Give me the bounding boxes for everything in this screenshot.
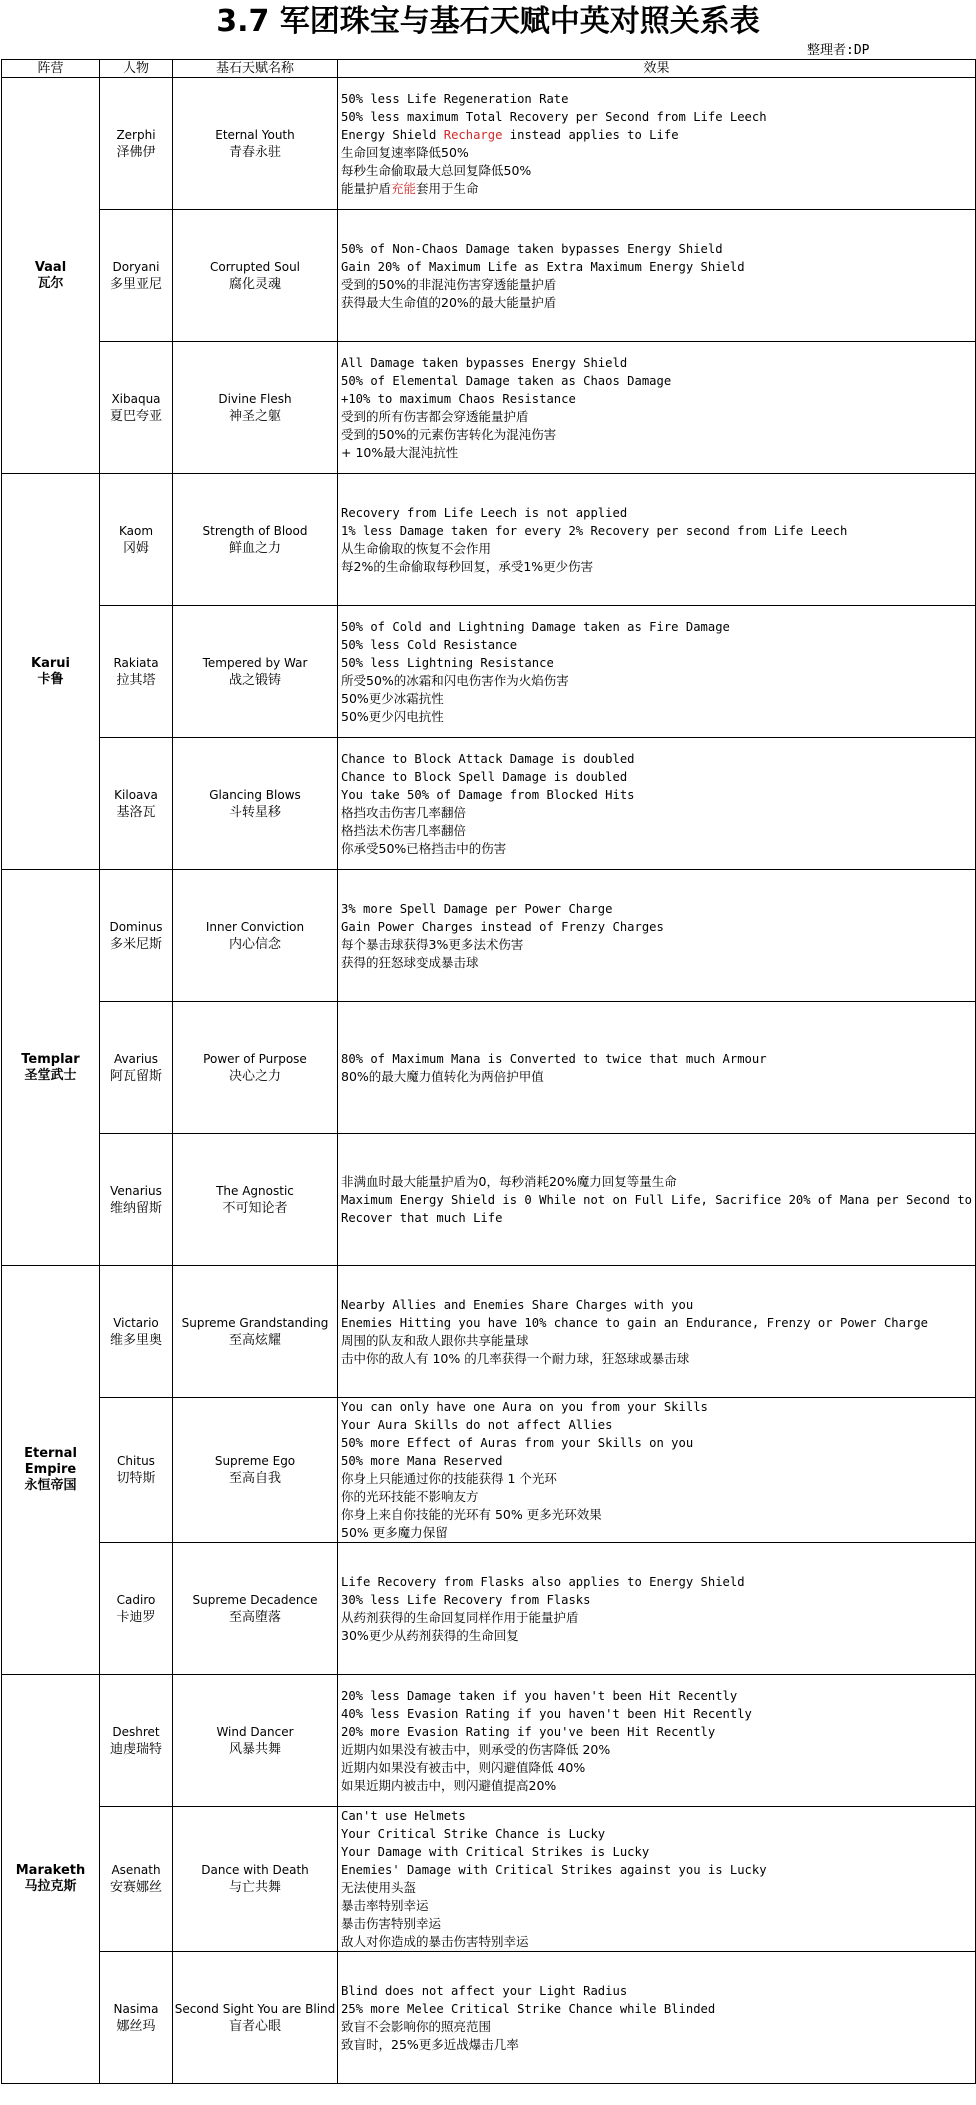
- talent-name-zh: 至高炫耀: [228, 1332, 281, 1348]
- character-cell: [100, 870, 173, 1002]
- effect-cell: [338, 1134, 976, 1266]
- effect-line: You can only have one Aura on you from your Skills: [341, 1400, 708, 1414]
- character-name-zh: 多里亚尼: [109, 276, 162, 292]
- talent-name-en: Dance with Death: [201, 1863, 309, 1877]
- effect-line: 80%的最大魔力值转化为两倍护甲值: [341, 1068, 544, 1084]
- character-cell: [100, 210, 173, 342]
- effect-line: 获得的狂怒球变成暴击球: [341, 954, 479, 970]
- talent-cell: [173, 870, 338, 1002]
- table-row: [2, 210, 976, 342]
- header-character: 人物: [100, 60, 173, 78]
- talent-name-en: Eternal Youth: [215, 127, 295, 142]
- character-name-zh: 多米尼斯: [109, 936, 162, 952]
- effect-line: Your Critical Strike Chance is Lucky: [341, 1827, 606, 1841]
- character-cell: [100, 1807, 173, 1952]
- character-name-zh: 安赛娜丝: [109, 1880, 162, 1895]
- talent-cell: [173, 78, 338, 210]
- effect-line: [341, 126, 975, 144]
- effect-cell: [338, 1675, 976, 1807]
- organizer-credit: 整理者:DP: [807, 43, 870, 58]
- character-name-en: Rakiata: [113, 655, 159, 670]
- character-name-en: Xibaqua: [111, 391, 161, 406]
- talent-name-zh: 腐化灵魂: [228, 276, 281, 292]
- effect-cell: [338, 606, 976, 738]
- character-name-en: Dominus: [109, 919, 163, 934]
- effect-line: 50%更少闪电抗性: [341, 708, 444, 724]
- effect-line: 20% more Evasion Rating if you've been Hit Recently: [341, 1724, 716, 1739]
- talent-name-en: Strength of Blood: [202, 523, 308, 538]
- character-name-zh: 娜丝玛: [116, 2018, 156, 2034]
- effect-line: 80% of Maximum Mana is Converted to twice that much Armour: [341, 1051, 767, 1066]
- effect-line: 致盲不会影响你的照亮范围: [341, 2018, 492, 2034]
- character-name-en: Avarius: [113, 1051, 159, 1066]
- effect-line: 40% less Evasion Rating if you haven't been Hit Recently: [341, 1706, 752, 1721]
- character-cell: [100, 1002, 173, 1134]
- character-name-en: Victario: [113, 1315, 159, 1330]
- character-name-en: Zerphi: [116, 127, 156, 142]
- table-row: [2, 870, 976, 1002]
- effect-line: 50% more Mana Reserved: [341, 1454, 503, 1468]
- effect-cell: [338, 1266, 976, 1398]
- highlighted-term: Recharge: [443, 127, 503, 142]
- faction-name-zh: 瓦尔: [37, 275, 64, 291]
- effect-line: +10% to maximum Chaos Resistance: [341, 391, 576, 406]
- talent-name-en: Supreme Ego: [214, 1454, 296, 1468]
- effect-line: 击中你的敌人有 10% 的几率获得一个耐力球，狂怒球或暴击球: [341, 1350, 690, 1366]
- character-cell: [100, 1675, 173, 1807]
- effect-line: Can't use Helmets: [341, 1809, 466, 1823]
- effect-line: 你身上只能通过你的技能获得 1 个光环: [341, 1471, 557, 1486]
- table-row: [2, 1543, 976, 1675]
- talent-name-en: Corrupted Soul: [209, 259, 301, 274]
- effect-line: + 10%最大混沌抗性: [341, 444, 459, 460]
- effect-line: 近期内如果没有被击中，则闪避值降低 40%: [341, 1759, 586, 1775]
- effect-line: Chance to Block Attack Damage is doubled: [341, 751, 635, 766]
- effect-line: Recovery from Life Leech is not applied: [341, 505, 628, 520]
- talent-name-en: Supreme Decadence: [192, 1592, 318, 1607]
- faction-name-en: Eternal Empire: [24, 1446, 77, 1477]
- table-row: [2, 1675, 976, 1807]
- talent-name-en: Glancing Blows: [209, 787, 301, 802]
- table-row: [2, 1807, 976, 1952]
- effect-line: Nearby Allies and Enemies Share Charges with you: [341, 1297, 694, 1312]
- table-row: [2, 1266, 976, 1398]
- effect-line: Enemies' Damage with Critical Strikes against you is Lucky: [341, 1863, 767, 1877]
- character-cell: [100, 1952, 173, 2084]
- effect-line: Gain Power Charges instead of Frenzy Charges: [341, 919, 664, 934]
- header-talent: 基石天赋名称: [173, 60, 338, 78]
- talent-name-en: Inner Conviction: [205, 919, 305, 934]
- talent-cell: [173, 1675, 338, 1807]
- character-name-zh: 拉其塔: [116, 672, 156, 688]
- faction-cell: [2, 870, 100, 1266]
- table-row: [2, 1952, 976, 2084]
- talent-cell: [173, 1952, 338, 2084]
- talent-cell: [173, 474, 338, 606]
- effect-line: 50% less Cold Resistance: [341, 637, 518, 652]
- table-row: [2, 606, 976, 738]
- effect-line: 所受50%的冰霜和闪电伤害作为火焰伤害: [341, 672, 569, 688]
- faction-name-en: Vaal: [34, 259, 67, 275]
- talent-name-zh: 不可知论者: [222, 1200, 288, 1216]
- effect-line: 生命回复速率降低50%: [341, 144, 469, 160]
- talent-name-zh: 青春永驻: [228, 144, 281, 160]
- effect-line: 50% more Effect of Auras from your Skills on you: [341, 1436, 694, 1450]
- effect-cell: [338, 1807, 976, 1952]
- effect-cell: [338, 342, 976, 474]
- faction-cell: [2, 78, 100, 474]
- character-cell: [100, 342, 173, 474]
- talent-name-zh: 至高堕落: [228, 1609, 281, 1625]
- table-row: [2, 342, 976, 474]
- effect-cell: [338, 474, 976, 606]
- effect-line: 无法使用头盔: [341, 1880, 417, 1895]
- effect-line: 敌人对你造成的暴击伤害特别幸运: [341, 1934, 529, 1949]
- character-name-en: Deshret: [112, 1724, 160, 1739]
- talent-cell: [173, 1398, 338, 1543]
- faction-cell: [2, 1266, 100, 1675]
- talent-name-en: Wind Dancer: [216, 1724, 294, 1739]
- effect-line: 如果近期内被击中，则闪避值提高20%: [341, 1777, 557, 1793]
- effect-line: Maximum Energy Shield is 0 While not on Full Life, Sacrifice 20% of Mana per Second to Recover that much Life: [341, 1192, 973, 1225]
- effect-line: 50%更少冰霜抗性: [341, 690, 444, 706]
- effect-line: 从药剂获得的生命回复同样作用于能量护盾: [341, 1609, 579, 1625]
- talent-cell: [173, 1543, 338, 1675]
- talent-cell: [173, 606, 338, 738]
- character-cell: [100, 606, 173, 738]
- character-name-zh: 基洛瓦: [116, 804, 156, 820]
- character-name-zh: 泽佛伊: [116, 144, 156, 160]
- talent-cell: [173, 342, 338, 474]
- table-row: [2, 738, 976, 870]
- effect-text: instead applies to Life: [502, 127, 679, 142]
- effect-line: [341, 180, 975, 198]
- effect-line: 暴击伤害特别幸运: [341, 1916, 442, 1931]
- effect-line: 获得最大生命值的20%的最大能量护盾: [341, 294, 557, 310]
- effect-line: 50% of Non-Chaos Damage taken bypasses Energy Shield: [341, 241, 723, 256]
- effect-line: 致盲时，25%更多近战爆击几率: [341, 2036, 519, 2052]
- character-name-zh: 阿瓦留斯: [109, 1068, 162, 1084]
- effect-line: Enemies Hitting you have 10% chance to gain an Endurance, Frenzy or Power Charge: [341, 1315, 928, 1330]
- effect-line: 你的光环技能不影响友方: [341, 1489, 479, 1504]
- character-cell: [100, 1398, 173, 1543]
- page-title: 3.7 军团珠宝与基石天赋中英对照关系表: [216, 4, 760, 39]
- character-name-en: Kiloava: [114, 787, 158, 802]
- effect-cell: [338, 1543, 976, 1675]
- table-row: [2, 78, 976, 210]
- character-cell: [100, 474, 173, 606]
- faction-name-zh: 永恒帝国: [24, 1478, 77, 1493]
- talent-name-zh: 斗转星移: [228, 804, 281, 820]
- table-row: [2, 1134, 976, 1266]
- effect-line: 从生命偷取的恢复不会作用: [341, 540, 492, 556]
- effect-line: 格挡攻击伤害几率翻倍: [341, 804, 467, 820]
- effect-line: All Damage taken bypasses Energy Shield: [341, 355, 628, 370]
- talent-name-en: Second Sight You are Blind: [174, 2001, 336, 2016]
- effect-cell: [338, 1002, 976, 1134]
- talent-cell: [173, 210, 338, 342]
- character-cell: [100, 1543, 173, 1675]
- character-name-en: Chitus: [117, 1454, 155, 1468]
- talent-name-en: The Agnostic: [216, 1183, 294, 1198]
- effect-line: Gain 20% of Maximum Life as Extra Maximum Energy Shield: [341, 259, 745, 274]
- character-name-en: Cadiro: [116, 1592, 156, 1607]
- talent-name-zh: 与亡共舞: [228, 1880, 281, 1895]
- character-name-zh: 夏巴夸亚: [109, 408, 162, 424]
- character-name-en: Kaom: [118, 523, 154, 538]
- talent-name-zh: 内心信念: [228, 936, 281, 952]
- talent-name-zh: 鲜血之力: [228, 540, 281, 556]
- effect-line: 50% less Lightning Resistance: [341, 655, 554, 670]
- header-effect: 效果: [338, 60, 976, 78]
- table-row: [2, 1398, 976, 1543]
- effect-line: 周围的队友和敌人跟你共享能量球: [341, 1332, 529, 1348]
- effect-line: 30% less Life Recovery from Flasks: [341, 1592, 591, 1607]
- effect-text: 套用于生命: [416, 180, 479, 196]
- effect-line: 25% more Melee Critical Strike Chance while Blinded: [341, 2001, 716, 2016]
- effect-line: 50% of Elemental Damage taken as Chaos Damage: [341, 373, 672, 388]
- effect-line: 每2%的生命偷取每秒回复，承受1%更少伤害: [341, 558, 594, 574]
- effect-line: 你承受50%已格挡击中的伤害: [341, 840, 507, 856]
- effect-line: 受到的50%的非混沌伤害穿透能量护盾: [341, 276, 557, 292]
- effect-cell: [338, 870, 976, 1002]
- effect-cell: [338, 210, 976, 342]
- character-name-zh: 切特斯: [116, 1471, 156, 1486]
- effect-line: 近期内如果没有被击中，则承受的伤害降低 20%: [341, 1741, 611, 1757]
- talent-name-en: Tempered by War: [202, 655, 308, 670]
- faction-cell: [2, 474, 100, 870]
- talent-name-zh: 战之锻铸: [228, 672, 281, 688]
- effect-cell: [338, 738, 976, 870]
- effect-line: 3% more Spell Damage per Power Charge: [341, 901, 613, 916]
- effect-line: 30%更少从药剂获得的生命回复: [341, 1627, 519, 1643]
- talent-cell: [173, 1134, 338, 1266]
- character-name-en: Venarius: [110, 1183, 162, 1198]
- effect-cell: [338, 1952, 976, 2084]
- effect-line: 50% less Life Regeneration Rate: [341, 91, 569, 106]
- effect-line: 你身上来自你技能的光环有 50% 更多光环效果: [341, 1507, 602, 1522]
- effect-cell: [338, 78, 976, 210]
- keystone-table: [1, 59, 976, 2084]
- faction-name-en: Maraketh: [15, 1863, 86, 1878]
- character-name-en: Doryani: [112, 259, 160, 274]
- effect-line: Blind does not affect your Light Radius: [341, 1983, 628, 1998]
- character-cell: [100, 78, 173, 210]
- effect-line: 暴击率特别幸运: [341, 1898, 429, 1913]
- effect-line: Life Recovery from Flasks also applies to Energy Shield: [341, 1574, 745, 1589]
- talent-cell: [173, 1807, 338, 1952]
- talent-name-zh: 神圣之躯: [228, 408, 281, 424]
- effect-line: 每秒生命偷取最大总回复降低50%: [341, 162, 532, 178]
- character-name-zh: 卡迪罗: [116, 1609, 156, 1625]
- table-row: [2, 474, 976, 606]
- effect-line: 1% less Damage taken for every 2% Recovery per second from Life Leech: [341, 523, 848, 538]
- faction-name-en: Templar: [21, 1051, 80, 1067]
- effect-line: 50% less maximum Total Recovery per Second from Life Leech: [341, 109, 767, 124]
- effect-line: Your Damage with Critical Strikes is Lucky: [341, 1845, 650, 1859]
- character-name-en: Nasima: [113, 2001, 159, 2016]
- table-header-row: [2, 60, 976, 78]
- faction-cell: [2, 1675, 100, 2084]
- character-cell: [100, 1266, 173, 1398]
- faction-name-zh: 圣堂武士: [24, 1067, 77, 1083]
- character-name-zh: 维多里奥: [109, 1332, 162, 1348]
- talent-name-en: Power of Purpose: [203, 1051, 307, 1066]
- effect-cell: [338, 1398, 976, 1543]
- effect-line: 20% less Damage taken if you haven't been Hit Recently: [341, 1688, 738, 1703]
- effect-line: 受到的所有伤害都会穿透能量护盾: [341, 408, 529, 424]
- effect-text: Energy Shield: [341, 127, 444, 142]
- effect-text: 能量护盾: [341, 180, 392, 196]
- character-name-en: Asenath: [111, 1863, 161, 1877]
- effect-line: 50% 更多魔力保留: [341, 1525, 448, 1540]
- effect-line: 格挡法术伤害几率翻倍: [341, 822, 467, 838]
- table-body: [2, 78, 976, 2084]
- talent-cell: [173, 1002, 338, 1134]
- character-name-zh: 冈姆: [122, 540, 149, 556]
- faction-name-zh: 马拉克斯: [24, 1879, 77, 1894]
- header-faction: 阵营: [2, 60, 100, 78]
- talent-name-zh: 风暴共舞: [228, 1741, 281, 1757]
- faction-name-zh: 卡鲁: [37, 671, 64, 687]
- talent-name-en: Divine Flesh: [218, 391, 292, 406]
- character-name-zh: 维纳留斯: [109, 1200, 162, 1216]
- talent-name-zh: 盲者心眼: [228, 2018, 281, 2034]
- effect-line: 受到的50%的元素伤害转化为混沌伤害: [341, 426, 557, 442]
- talent-name-zh: 决心之力: [228, 1068, 281, 1084]
- faction-name-en: Karui: [31, 655, 70, 671]
- talent-name-en: Supreme Grandstanding: [181, 1315, 329, 1330]
- effect-line: 非满血时最大能量护盾为0，每秒消耗20%魔力回复等量生命: [341, 1173, 677, 1189]
- effect-line: You take 50% of Damage from Blocked Hits: [341, 787, 635, 802]
- effect-line: 50% of Cold and Lightning Damage taken as Fire Damage: [341, 619, 730, 634]
- talent-name-zh: 至高自我: [228, 1471, 281, 1486]
- effect-line: Your Aura Skills do not affect Allies: [341, 1418, 613, 1432]
- talent-cell: [173, 1266, 338, 1398]
- character-cell: [100, 738, 173, 870]
- character-name-zh: 迪虔瑞特: [109, 1741, 162, 1757]
- highlighted-term: 充能: [391, 180, 417, 196]
- table-row: [2, 1002, 976, 1134]
- character-cell: [100, 1134, 173, 1266]
- effect-line: Chance to Block Spell Damage is doubled: [341, 769, 628, 784]
- effect-line: 每个暴击球获得3%更多法术伤害: [341, 936, 524, 952]
- talent-cell: [173, 738, 338, 870]
